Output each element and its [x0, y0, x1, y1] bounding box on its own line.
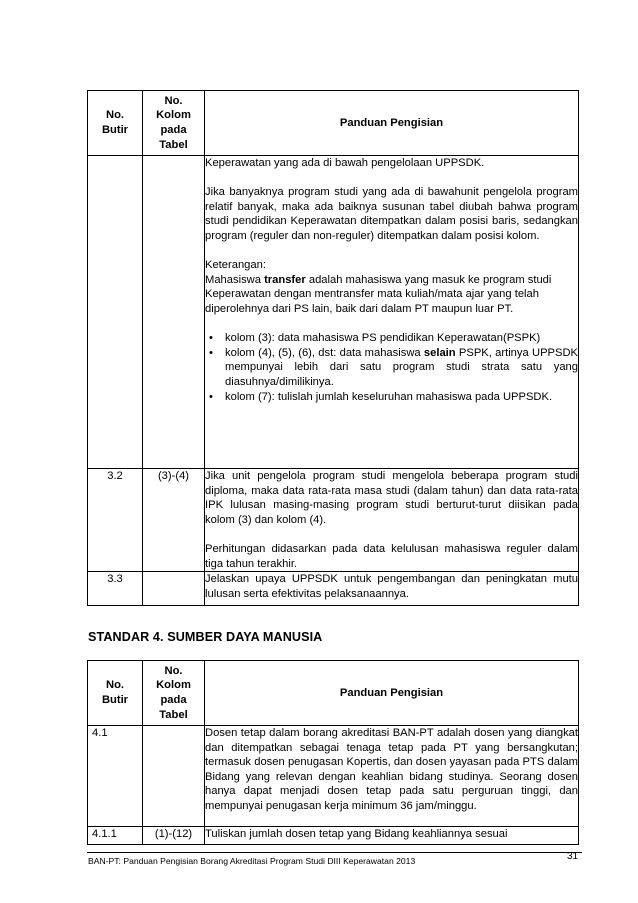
paragraph: Mahasiswa transfer adalah mahasiswa yang masuk ke program studi Keperawatan dengan mentransfer mata kuliah/mata ajar yang telah diperolehnya dari PS lain, baik dari dalam PT maupun luar PT. [205, 273, 552, 315]
kolom-number: (1)-(12) [143, 827, 205, 845]
list-item: • kolom (3): data mahasiswa PS pendidikan Keperawatan(PSPK) [209, 332, 541, 345]
list-item: • kolom (7): tulislah jumlah keseluruhan mahasiswa pada UPPSDK. [209, 390, 553, 403]
guidance-cell: Jika unit pengelola program studi mengelola beberapa program studi diploma, maka data rata-rata masa studi (dalam tahun) dan data rata-rata IPK lulusan masing-masing program studi berturut-turut diisikan pada kolom (3) dan kolom (4). Perhitungan didasarkan pada data kelulusan mahasiswa reguler dalam tiga tahun terakhir. [205, 469, 579, 572]
list-item: • kolom (4), (5), (6), dst: data mahasiswa selain PSPK, artinya UPPSDK mempunyai lebih dari satu program studi strata satu yang diasuhnya/dimilikinya. [209, 346, 578, 388]
section-title: STANDAR 4. SUMBER DAYA MANUSIA [88, 630, 323, 644]
table-row [88, 156, 579, 469]
guidance-table-standar-3 [87, 90, 579, 606]
bullet-icon: • [209, 332, 213, 345]
guidance-table-standar-4 [87, 660, 579, 845]
table-row [88, 572, 579, 606]
footer-text: BAN-PT: Panduan Pengisian Borang Akreditasi Program Studi DIII Keperawatan 2013 [88, 856, 416, 866]
table-row [88, 469, 579, 572]
kolom-number [143, 572, 205, 606]
page-number: 31 [567, 851, 579, 862]
header-no-butir: No. Butir [88, 661, 143, 726]
butir-number: 4.1.1 [88, 827, 143, 845]
header-panduan-pengisian: Panduan Pengisian [205, 661, 579, 726]
kolom-number: (3)-(4) [143, 469, 205, 572]
guidance-cell: Keperawatan yang ada di bawah pengelolaan UPPSDK. Jika banyaknya program studi yang ada di bawahunit pengelola program relatif banyak, maka ada baiknya susunan tabel diubah bahwa program studi pendidikan Keperawatan ditempatkan dalam posisi baris, sedangkan program (reguler dan non-reguler) ditempatkan dalam posisi kolom. Keterangan: Mahasiswa transfer adalah mahasiswa yang masuk ke program studi Keperawatan dengan mentransfer mata kuliah/mata ajar yang telah diperolehnya dari PS lain, baik dari dalam PT maupun luar PT. • kolom (3): data mahasiswa PS pendidikan Keperawatan(PSPK) • kolom (4), (5), (6), dst: data mahasiswa selain PSPK, artinya UPPSDK mempunyai lebih dari satu program studi strata satu yang diasuhnya/dimilikinya. • kolom (7): tulislah jumlah keseluruhan mahasiswa pada UPPSDK. [205, 156, 579, 469]
table-header-row [88, 661, 579, 726]
butir-number: 4.1 [88, 726, 143, 827]
header-panduan-pengisian: Panduan Pengisian [205, 91, 579, 156]
header-no-kolom: No. Kolom pada Tabel [143, 91, 205, 156]
butir-number: 3.3 [88, 572, 143, 606]
guidance-cell: Dosen tetap dalam borang akreditasi BAN-PT adalah dosen yang diangkat dan ditempatkan sebagai tenaga tetap pada PT yang bersangkutan; termasuk dosen penugasan Kopertis, dan dosen yayasan pada PTS dalam Bidang yang relevan dengan keahlian bidang studinya. Seorang dosen hanya dapat menjadi dosen tetap pada satu perguruan tinggi, dan mempunyai penugasan kerja minimum 36 jam/minggu. [205, 726, 579, 827]
paragraph: Jika banyaknya program studi yang ada di bawahunit pengelola program relatif banyak, maka ada baiknya susunan tabel diubah bahwa program studi pendidikan Keperawatan ditempatkan dalam posisi baris, sedangkan program (reguler dan non-reguler) ditempatkan dalam posisi kolom. [205, 186, 578, 242]
footer-divider [87, 852, 582, 853]
table-header-row [88, 91, 579, 156]
bullet-icon: • [209, 390, 213, 403]
table-row [88, 827, 579, 845]
kolom-number [143, 726, 205, 827]
keterangan-label: Keterangan: [205, 259, 266, 272]
header-no-butir: No. Butir [88, 91, 143, 156]
guidance-cell: Tuliskan jumlah dosen tetap yang Bidang keahliannya sesuai [205, 827, 579, 845]
guidance-cell: Jelaskan upaya UPPSDK untuk pengembangan dan peningkatan mutu lulusan serta efektivitas pelaksanaannya. [205, 572, 579, 606]
header-no-kolom: No. Kolom pada Tabel [143, 661, 205, 726]
bullet-icon: • [209, 346, 213, 359]
table-row [88, 726, 579, 827]
butir-number: 3.2 [88, 469, 143, 572]
bullet-list [205, 331, 578, 404]
